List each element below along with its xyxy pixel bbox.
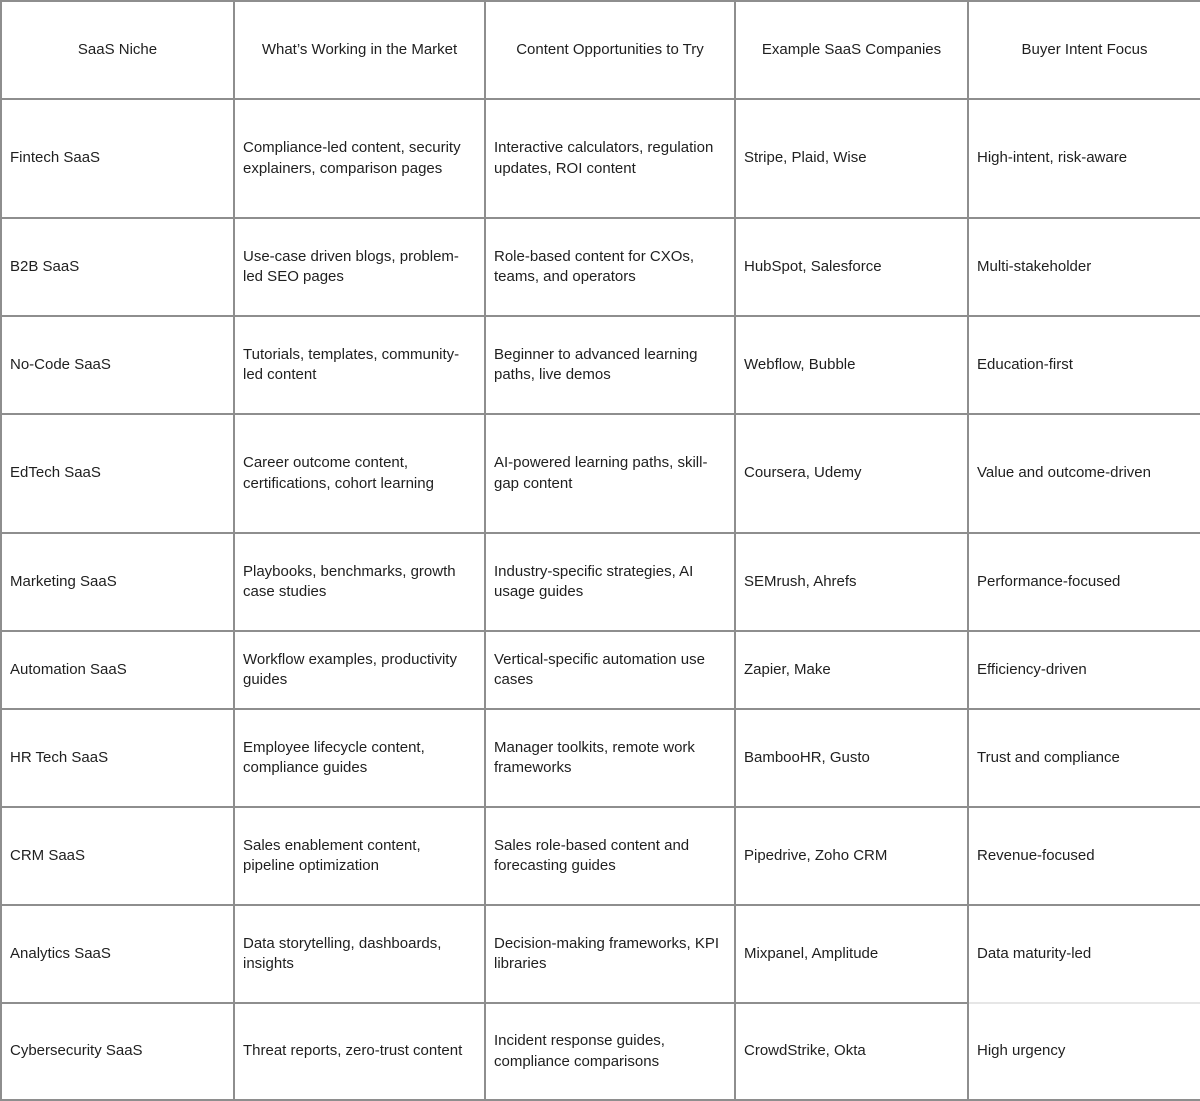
- cell-niche: Analytics SaaS: [1, 905, 234, 1003]
- cell-working: Use-case driven blogs, problem-led SEO pages: [234, 218, 485, 316]
- cell-intent: Data maturity-led: [968, 905, 1200, 1003]
- cell-opportunities: Interactive calculators, regulation updates, ROI content: [485, 99, 735, 218]
- cell-intent: Trust and compliance: [968, 709, 1200, 807]
- cell-companies: Zapier, Make: [735, 631, 968, 709]
- cell-opportunities: Incident response guides, compliance comparisons: [485, 1003, 735, 1100]
- cell-niche: Fintech SaaS: [1, 99, 234, 218]
- cell-opportunities: Decision-making frameworks, KPI libraries: [485, 905, 735, 1003]
- cell-intent: Value and outcome-driven: [968, 414, 1200, 533]
- header-content-opportunities: Content Opportunities to Try: [485, 1, 735, 99]
- cell-niche: Automation SaaS: [1, 631, 234, 709]
- cell-working: Sales enablement content, pipeline optimization: [234, 807, 485, 905]
- cell-companies: CrowdStrike, Okta: [735, 1003, 968, 1100]
- cell-intent: High urgency: [968, 1003, 1200, 1100]
- cell-companies: Stripe, Plaid, Wise: [735, 99, 968, 218]
- cell-companies: Mixpanel, Amplitude: [735, 905, 968, 1003]
- cell-companies: Pipedrive, Zoho CRM: [735, 807, 968, 905]
- table-row: [1, 709, 1200, 807]
- cell-opportunities: AI-powered learning paths, skill-gap content: [485, 414, 735, 533]
- table-row: [1, 533, 1200, 631]
- cell-working: Playbooks, benchmarks, growth case studies: [234, 533, 485, 631]
- cell-working: Data storytelling, dashboards, insights: [234, 905, 485, 1003]
- cell-niche: Cybersecurity SaaS: [1, 1003, 234, 1100]
- cell-opportunities: Manager toolkits, remote work frameworks: [485, 709, 735, 807]
- table-row: [1, 99, 1200, 218]
- header-row: [1, 1, 1200, 99]
- header-example-companies: Example SaaS Companies: [735, 1, 968, 99]
- cell-companies: SEMrush, Ahrefs: [735, 533, 968, 631]
- cell-companies: Webflow, Bubble: [735, 316, 968, 414]
- cell-niche: No-Code SaaS: [1, 316, 234, 414]
- cell-opportunities: Vertical-specific automation use cases: [485, 631, 735, 709]
- header-buyer-intent: Buyer Intent Focus: [968, 1, 1200, 99]
- cell-working: Career outcome content, certifications, cohort learning: [234, 414, 485, 533]
- cell-opportunities: Beginner to advanced learning paths, live demos: [485, 316, 735, 414]
- table-row: [1, 414, 1200, 533]
- cell-working: Compliance-led content, security explainers, comparison pages: [234, 99, 485, 218]
- header-whats-working: What’s Working in the Market: [234, 1, 485, 99]
- cell-companies: BambooHR, Gusto: [735, 709, 968, 807]
- table-row: [1, 905, 1200, 1003]
- table-row: [1, 316, 1200, 414]
- cell-companies: HubSpot, Salesforce: [735, 218, 968, 316]
- cell-intent: Revenue-focused: [968, 807, 1200, 905]
- cell-intent: Performance-focused: [968, 533, 1200, 631]
- cell-intent: Education-first: [968, 316, 1200, 414]
- cell-niche: B2B SaaS: [1, 218, 234, 316]
- table-row: [1, 1003, 1200, 1100]
- cell-intent: High-intent, risk-aware: [968, 99, 1200, 218]
- cell-working: Employee lifecycle content, compliance guides: [234, 709, 485, 807]
- cell-niche: CRM SaaS: [1, 807, 234, 905]
- cell-opportunities: Industry-specific strategies, AI usage guides: [485, 533, 735, 631]
- table-row: [1, 218, 1200, 316]
- cell-opportunities: Role-based content for CXOs, teams, and operators: [485, 218, 735, 316]
- table-row: [1, 807, 1200, 905]
- cell-intent: Efficiency-driven: [968, 631, 1200, 709]
- cell-companies: Coursera, Udemy: [735, 414, 968, 533]
- cell-working: Threat reports, zero-trust content: [234, 1003, 485, 1100]
- cell-working: Workflow examples, productivity guides: [234, 631, 485, 709]
- cell-niche: EdTech SaaS: [1, 414, 234, 533]
- cell-working: Tutorials, templates, community-led content: [234, 316, 485, 414]
- table-row: [1, 631, 1200, 709]
- header-saas-niche: SaaS Niche: [1, 1, 234, 99]
- cell-niche: HR Tech SaaS: [1, 709, 234, 807]
- cell-opportunities: Sales role-based content and forecasting guides: [485, 807, 735, 905]
- cell-niche: Marketing SaaS: [1, 533, 234, 631]
- cell-intent: Multi-stakeholder: [968, 218, 1200, 316]
